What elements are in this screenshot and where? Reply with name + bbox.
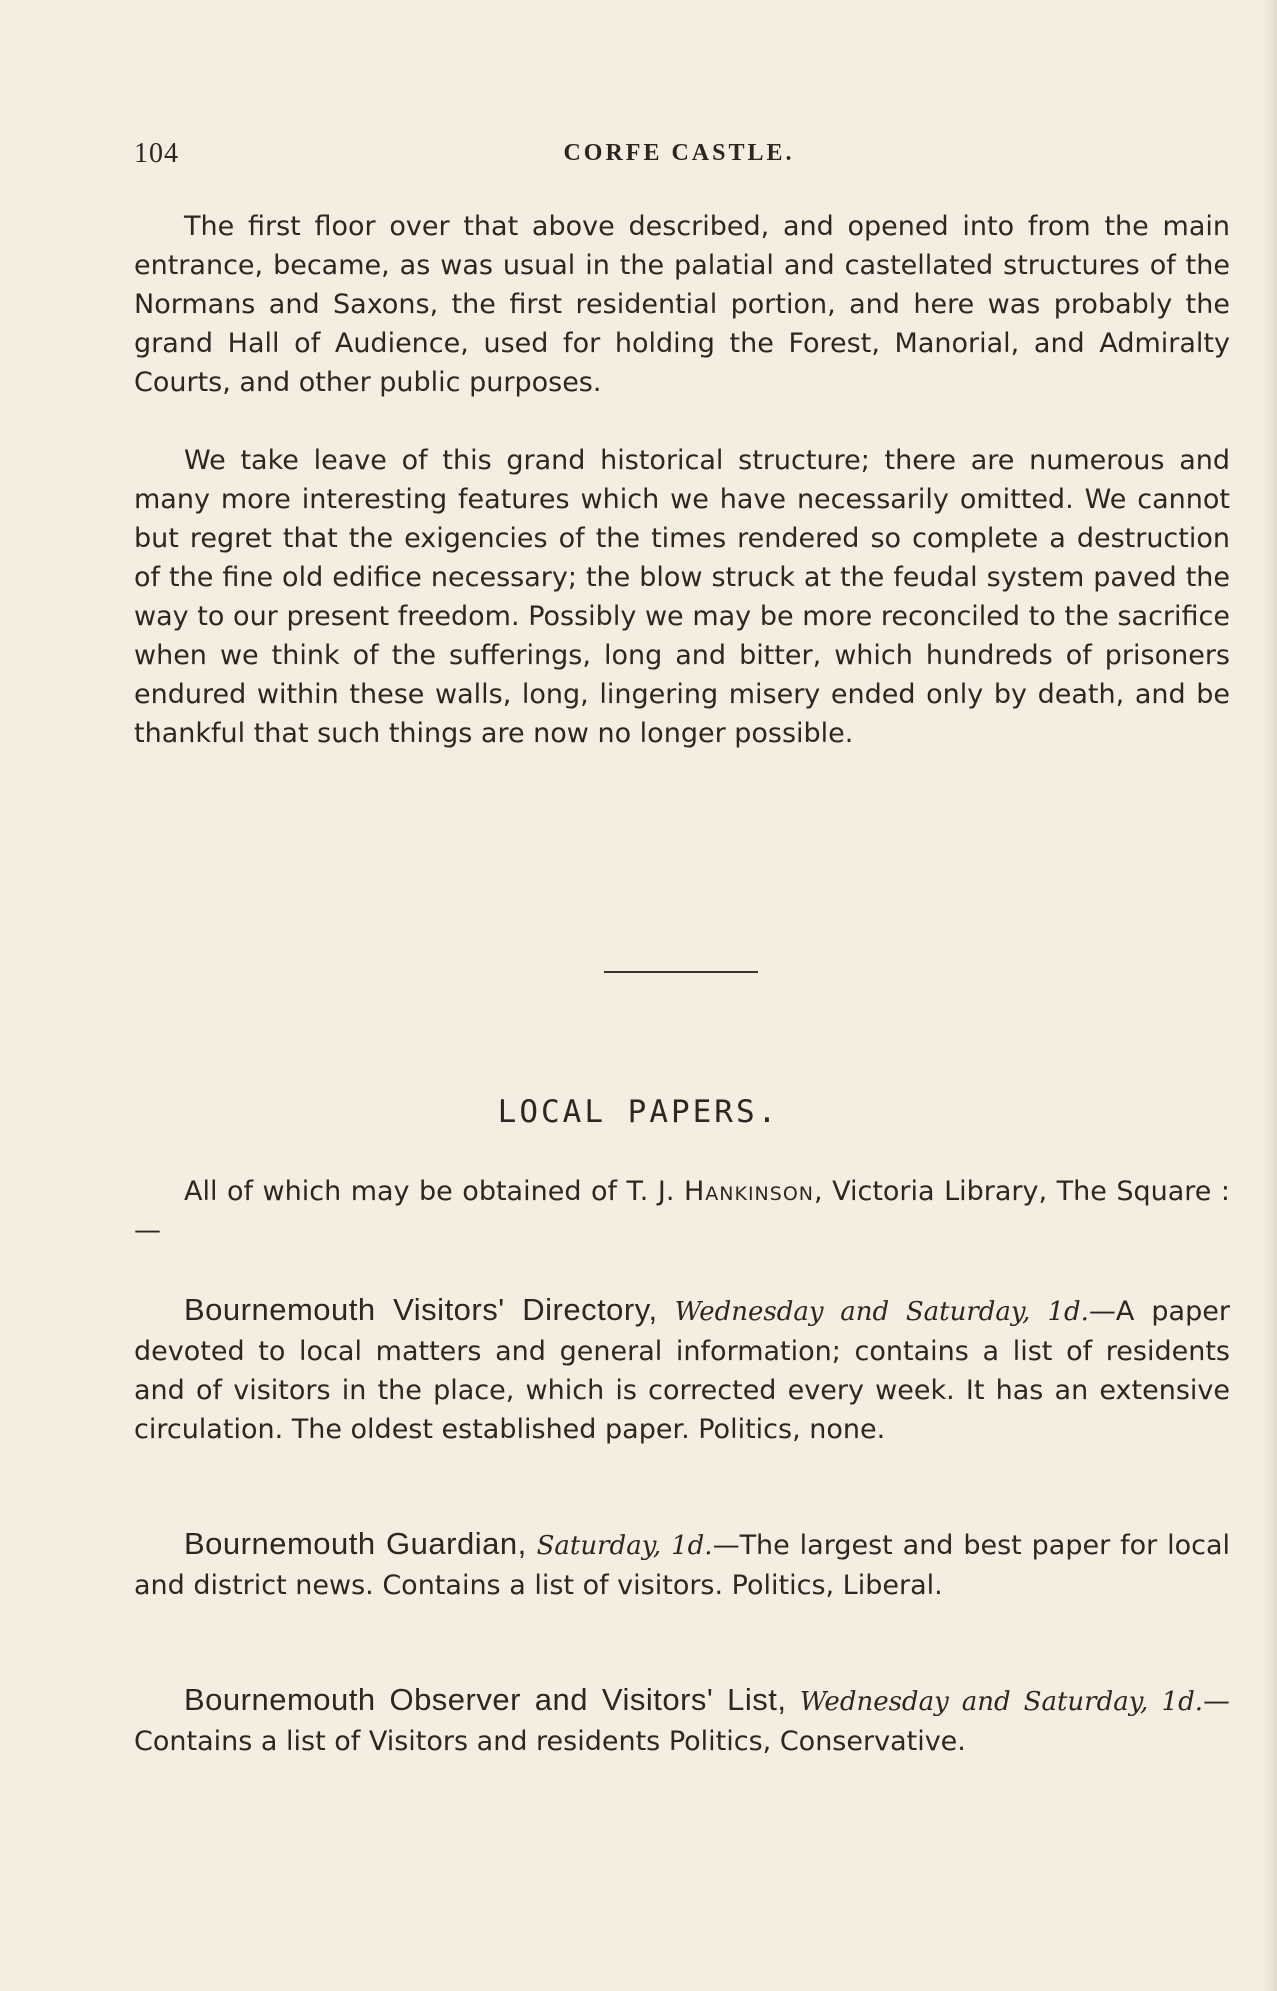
paper-price: 1d.	[1047, 1297, 1089, 1327]
paper-days: Wednesday and Saturday,	[674, 1297, 1031, 1327]
intro-seller-name: Hankinson	[683, 1176, 814, 1207]
paper-days: Saturday,	[536, 1531, 662, 1561]
paper-entry	[134, 1680, 1230, 1761]
section-divider	[604, 971, 758, 973]
section-intro	[134, 1172, 1230, 1250]
paper-price: 1d.	[1161, 1687, 1203, 1717]
paper-description: —Contains a list of Visitors and residents Politics, Conservative.	[134, 1686, 1230, 1757]
paragraph-text: We take leave of this grand historical structure; there are numerous and many more interesting features which we have necessarily omitted. We cannot but regret that the exigencies of the times rendered so complete a destruction of the fine old edifice necessary; the blow struck at the feudal system paved the way to our present freedom. Possibly we may be more reconciled to the sacrifice when we think of the sufferings, long and bitter, which hundreds of prisoners endured within these walls, long, lingering misery ended only by death, and be thankful that such things are now no longer possible.	[134, 445, 1230, 749]
paper-entry	[134, 1290, 1230, 1449]
intro-text-end: , Victoria Library, The Square :—	[134, 1176, 1230, 1246]
paper-description: —A paper devoted to local matters and general information; contains a list of residents and of visitors in the place, which is corrected every week. It has an extensive circulation. The oldest established paper. Politics, none.	[134, 1296, 1230, 1445]
paper-name: Bournemouth Visitors' Directory,	[184, 1292, 658, 1327]
paragraph-text: The first floor over that above described, and opened into from the main entrance, became, as was usual in the palatial and castellated structures of the Normans and Saxons, the first residential portion, and here was probably the grand Hall of Audience, used for holding the Forest, Manorial, and Admiralty Courts, and other public purposes.	[134, 211, 1230, 398]
paper-name: Bournemouth Observer and Visitors' List,	[184, 1682, 787, 1717]
running-title: CORFE CASTLE.	[563, 140, 795, 166]
paragraph-first-floor	[134, 207, 1230, 402]
paragraph-farewell	[134, 441, 1230, 753]
intro-text: All of which may be obtained of T. J.	[184, 1176, 684, 1207]
paper-price: 1d.	[671, 1531, 713, 1561]
page-header	[134, 138, 1224, 178]
paper-name: Bournemouth Guardian,	[184, 1526, 527, 1561]
paper-days: Wednesday and Saturday,	[799, 1687, 1149, 1717]
section-heading: LOCAL PAPERS.	[497, 1094, 780, 1130]
page-number: 104	[134, 138, 179, 169]
paper-description: —The largest and best paper for local and district news. Contains a list of visitors. Politics, Liberal.	[134, 1530, 1231, 1601]
page-edge	[1263, 0, 1277, 1991]
paper-entry	[134, 1524, 1230, 1605]
